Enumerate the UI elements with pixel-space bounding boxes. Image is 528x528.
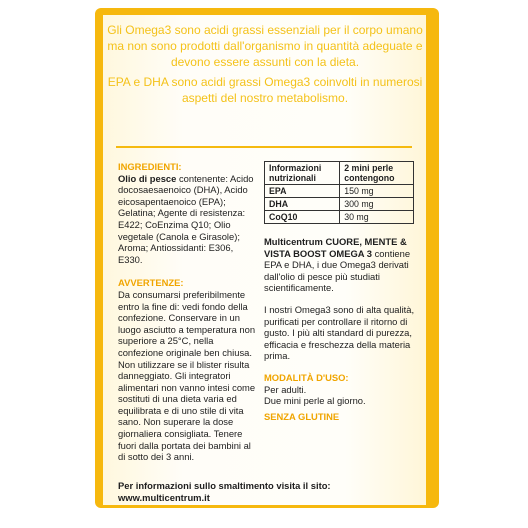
nutrition-header-left: Informazioni nutrizionali — [265, 162, 340, 185]
nutrition-row — [265, 185, 414, 198]
left-column — [118, 161, 258, 463]
nutrition-label: CoQ10 — [265, 211, 340, 224]
footer — [118, 480, 418, 504]
quality-text: I nostri Omega3 sono di alta qualità, purificati per controllare il ritorno di gusto. I più alti standard di purezza, efficacia e freschezza della materia prima. — [264, 303, 415, 362]
ingredients-text — [118, 173, 258, 266]
right-column — [264, 161, 416, 422]
nutrition-label: DHA — [265, 198, 340, 211]
nutrition-header-row — [265, 162, 414, 185]
product-text: contiene EPA e DHA, i due Omega3 derivati dall'olio di pesce più studiati scientificamente. — [264, 247, 411, 294]
usage-line-1: Per adulti. — [264, 383, 307, 395]
usage-heading: MODALITÀ D'USO: — [264, 371, 349, 383]
usage-line-2: Due mini perle al giorno. — [264, 395, 366, 407]
ingredients-body: contenente: Acido docosaesaenoico (DHA), Acido eicosapentaenoico (EPA); Gelatina; Agente di resistenza: E422; CoEnzima Q10; Olio vegetale (Canola e Girasole); Aroma; Antiossidanti: E306, E330. — [118, 172, 254, 265]
product-name: Multicentrum CUORE, MENTE & VISTA BOOST OMEGA 3 — [264, 236, 407, 259]
nutrition-table — [264, 161, 414, 224]
divider — [116, 146, 412, 148]
nutrition-row — [265, 211, 414, 224]
product-description — [264, 236, 416, 294]
warnings-text: Da consumarsi preferibilmente entro la fine di: vedi fondo della confezione. Conservare in un luogo asciutto a temperatura non superiore a 25°C, nella confezione originale ben chiusa. Non utilizzare se il blister risulta danneggiato. Gli integratori alimentari non vanno intesi come sostituti di una dieta varia ed equilibrata e di uno stile di vita sano. Non superare la dose giornaliera consigliata. Tenere fuori dalla portata dei bambini al di sotto dei 3 anni. — [118, 288, 256, 463]
nutrition-label: EPA — [265, 185, 340, 198]
footer-line-1: Per informazioni sullo smaltimento visita il sito: — [118, 480, 331, 491]
nutrition-value: 300 mg — [340, 198, 414, 211]
gluten-free-label: SENZA GLUTINE — [264, 410, 340, 422]
intro-paragraph-1: Gli Omega3 sono acidi grassi essenziali per il corpo umano ma non sono prodotti dall'organismo in quantità adeguate e devono essere assunti con la dieta. — [107, 23, 423, 69]
nutrition-header-right: 2 mini perle contengono — [340, 162, 414, 185]
ingredients-lead: Olio di pesce — [118, 172, 177, 184]
ingredients-heading: INGREDIENTI: — [118, 161, 182, 172]
nutrition-value: 30 mg — [340, 211, 414, 224]
nutrition-value: 150 mg — [340, 185, 414, 198]
intro-text — [106, 22, 424, 110]
footer-website: www.multicentrum.it — [118, 492, 210, 503]
warnings-heading: AVVERTENZE: — [118, 277, 184, 289]
intro-paragraph-2: EPA e DHA sono acidi grassi Omega3 coinvolti in numerosi aspetti del nostro metabolismo. — [107, 75, 423, 105]
nutrition-row — [265, 198, 414, 211]
